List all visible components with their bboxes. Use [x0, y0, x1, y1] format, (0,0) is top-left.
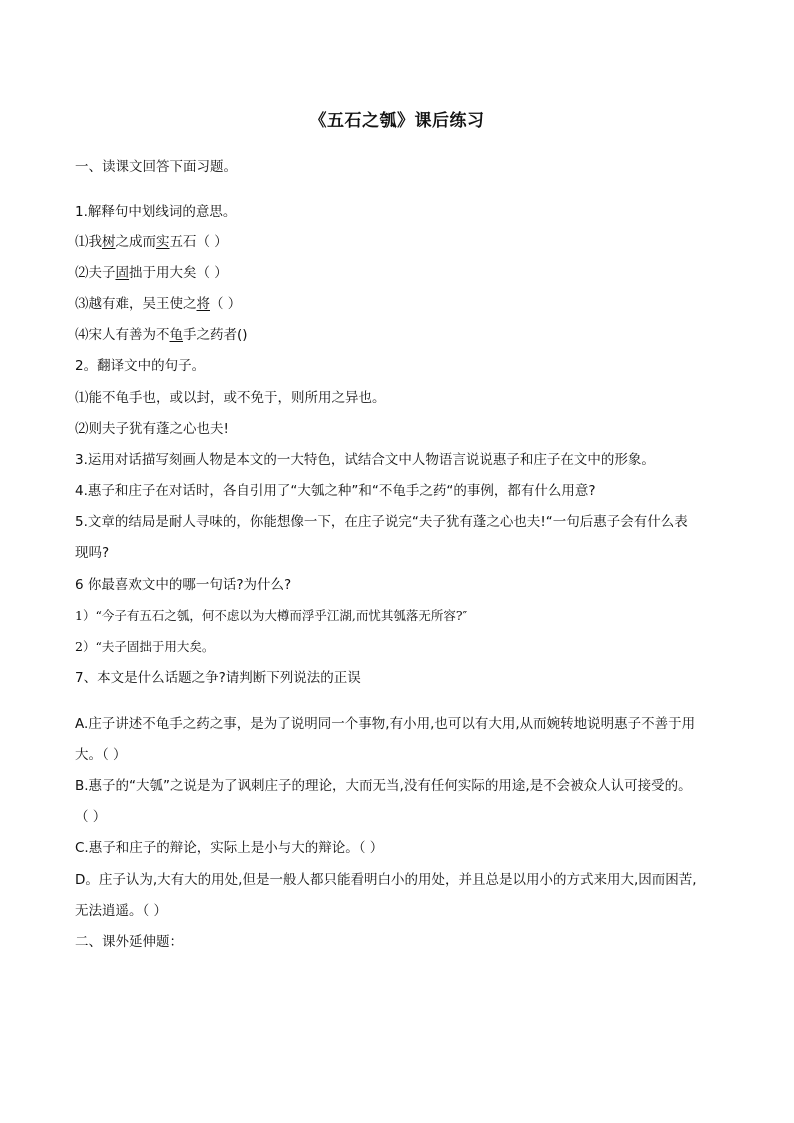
question-7-option-a-line-2: 大。（ ） — [75, 747, 127, 763]
question-7-option-b-line-2: （ ） — [75, 809, 107, 825]
question-1-item-1: ⑴我树之成而实五石（ ） — [75, 234, 228, 250]
underlined-word: 实 — [156, 234, 170, 250]
question-2-item-2: ⑵则夫子犹有蓬之心也夫! — [75, 421, 229, 437]
question-2-item-1: ⑴能不龟手也，或以封，或不免于，则所用之异也。 — [75, 390, 386, 406]
question-7-option-d-line-2: 无法逍遥。（ ） — [75, 903, 168, 919]
question-7-option-a-line-1: A.庄子讲述不龟手之药之事，是为了说明同一个事物,有小用,也可以有大用,从而婉转地说明惠子不善于用 — [75, 716, 696, 732]
section-heading-1: 一、读课文回答下面习题。 — [75, 159, 237, 175]
underlined-word: 树 — [102, 234, 116, 250]
question-5-line-1: 5.文章的结局是耐人寻味的，你能想像一下，在庄子说完“夫子犹有蓬之心也夫!“一句后惠子会有什么表 — [75, 514, 688, 530]
question-6-quote-2: 2）“夫子固拙于用大矣。 — [75, 639, 215, 654]
page-title: 《五石之瓠》课后练习 — [309, 111, 485, 131]
question-1-item-3: ⑶越有难，吴王使之将（ ） — [75, 296, 242, 312]
question-7-option-b-line-1: B.惠子的“大瓠”之说是为了讽刺庄子的理论，大而无当,没有任何实际的用途,是不会被众人认可接受的。 — [75, 778, 692, 794]
question-7-heading: 7、本文是什么话题之争?请判断下列说法的正误 — [75, 670, 361, 686]
question-5-line-2: 现吗? — [75, 545, 110, 561]
question-2-heading: 2。翻译文中的句子。 — [75, 358, 206, 374]
question-6-heading: 6 你最喜欢文中的哪一句话?为什么? — [75, 577, 292, 593]
question-1-item-4: ⑷宋人有善为不龟手之药者() — [75, 327, 248, 343]
question-1-item-2: ⑵夫子固拙于用大矣（ ） — [75, 265, 228, 281]
underlined-word: 龟 — [169, 327, 183, 343]
question-3: 3.运用对话描写刻画人物是本文的一大特色，试结合文中人物语言说说惠子和庄子在文中的形象。 — [75, 452, 655, 468]
question-4: 4.惠子和庄子在对话时，各自引用了“大瓠之种”和“不龟手之药“的事例，都有什么用意? — [75, 483, 596, 499]
underlined-word: 将 — [196, 296, 210, 312]
question-7-option-c: C.惠子和庄子的辩论，实际上是小与大的辩论。（ ） — [75, 840, 384, 856]
section-heading-2: 二、课外延伸题： — [75, 934, 183, 950]
question-6-quote-1: 1）“今子有五石之瓠，何不虑以为大樽而浮乎江湖,而忧其瓠落无所容?″ — [75, 608, 468, 623]
underlined-word: 固 — [115, 265, 129, 281]
question-1-heading: 1.解释句中划线词的意思。 — [75, 204, 237, 220]
question-7-option-d-line-1: D。庄子认为,大有大的用处,但是一般人都只能看明白小的用处，并且总是以用小的方式来用大,因而困苦, — [75, 872, 697, 888]
